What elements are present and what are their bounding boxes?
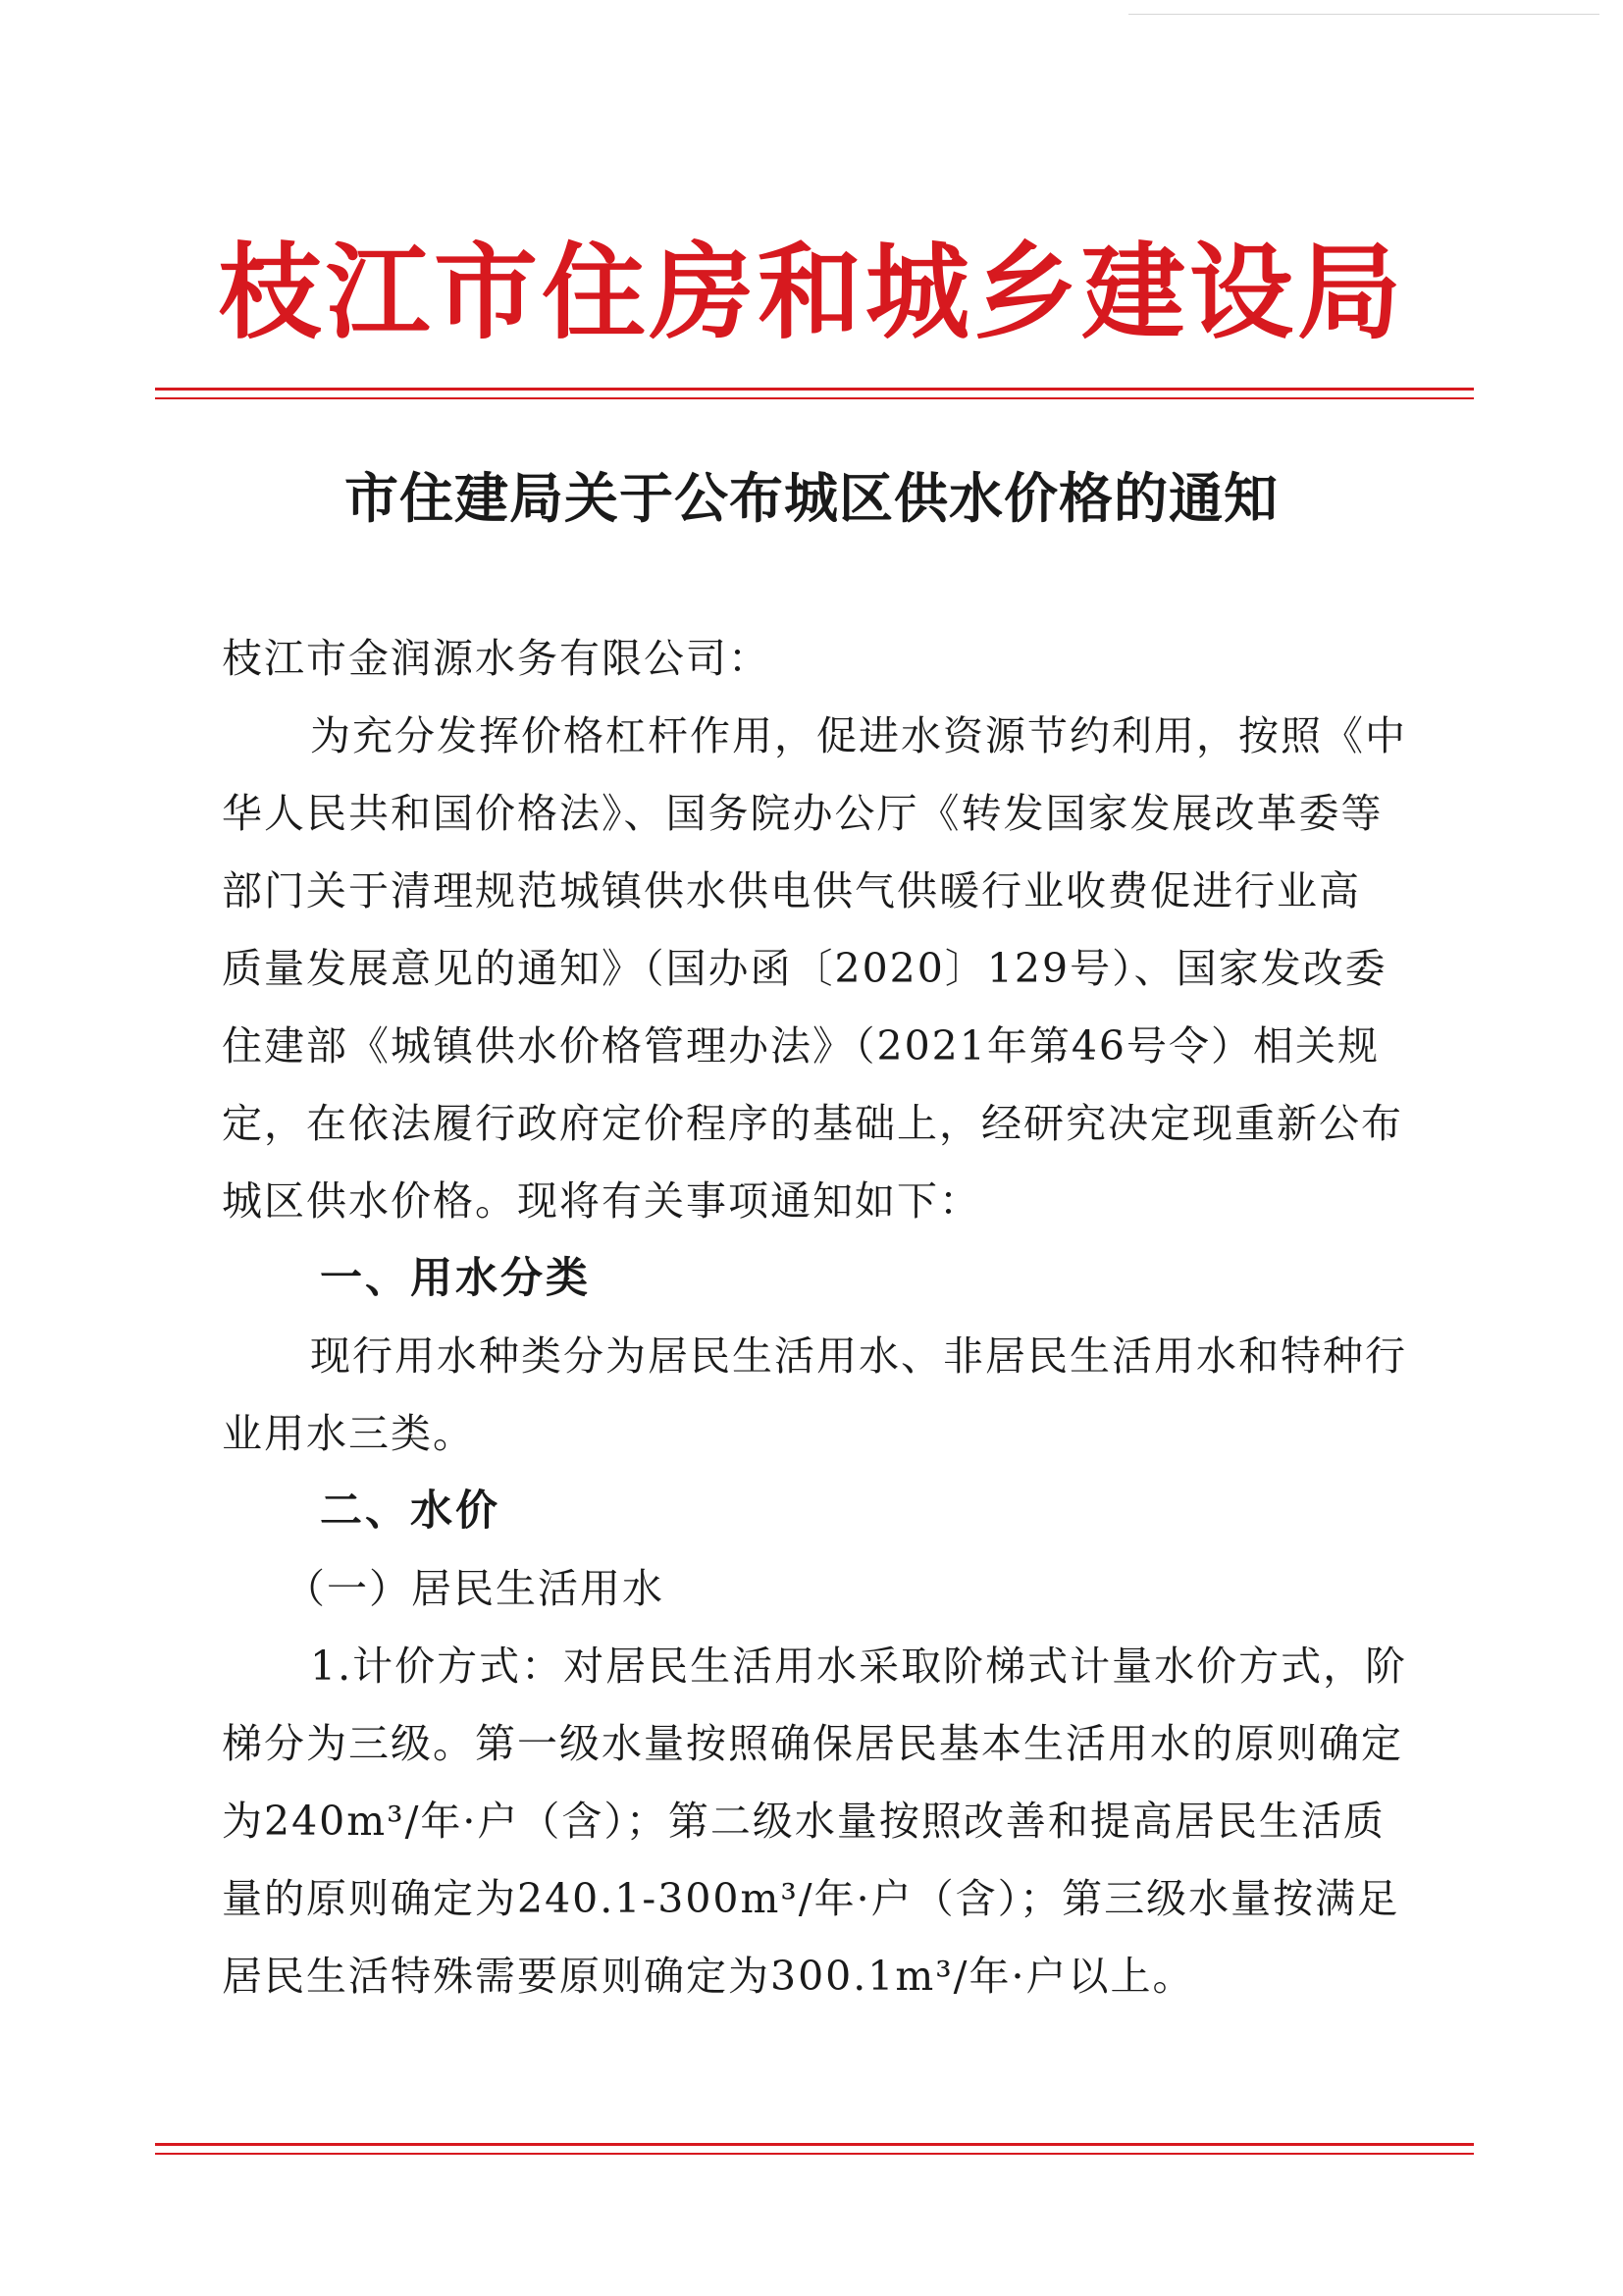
intro-line: 为充分发挥价格杠杆作用，促进水资源节约利用，按照《中 [310, 712, 1407, 759]
section1-line: 业用水三类。 [222, 1410, 475, 1457]
item1-line: 1.计价方式：对居民生活用水采取阶梯式计量水价方式，阶 [310, 1643, 1408, 1690]
intro-line: 住建部《城镇供水价格管理办法》（2021年第46号令）相关规 [222, 1022, 1381, 1070]
footer-red-rule-thick [155, 2143, 1474, 2146]
section1-line: 现行用水种类分为居民生活用水、非居民生活用水和特种行 [310, 1332, 1407, 1380]
scan-edge-line [1128, 14, 1599, 15]
header-red-rule-thick [155, 388, 1474, 391]
item1-line: 梯分为三级。第一级水量按照确保居民基本生活用水的原则确定 [222, 1720, 1403, 1767]
subsection-heading-residential: （一）居民生活用水 [285, 1565, 664, 1612]
header-red-rule-thin [155, 397, 1474, 399]
item1-line: 量的原则确定为240.1-300m³/年·户（含）；第三级水量按满足 [222, 1875, 1400, 1922]
section-heading-water-price: 二、水价 [320, 1487, 500, 1536]
document-title: 市住建局关于公布城区供水价格的通知 [343, 466, 1279, 530]
intro-line: 城区供水价格。现将有关事项通知如下： [222, 1177, 981, 1225]
org-header: 枝江市住房和城乡建设局 [218, 231, 1405, 353]
section-heading-water-classification: 一、用水分类 [320, 1254, 591, 1303]
footer-red-rule-thin [155, 2153, 1474, 2155]
intro-line: 定，在依法履行政府定价程序的基础上，经研究决定现重新公布 [222, 1100, 1403, 1147]
item1-line: 居民生活特殊需要原则确定为300.1m³/年·户以上。 [222, 1953, 1195, 2000]
intro-line: 质量发展意见的通知》（国办函〔2020〕129号）、国家发改委 [222, 945, 1387, 992]
intro-line: 华人民共和国价格法》、国务院办公厅《转发国家发展改革委等 [222, 790, 1384, 837]
item1-line: 为240m³/年·户（含）；第二级水量按照改善和提高居民生活质 [222, 1798, 1386, 1845]
intro-line: 部门关于清理规范城镇供水供电供气供暖行业收费促进行业高 [222, 867, 1361, 914]
addressee: 枝江市金润源水务有限公司： [222, 635, 770, 682]
